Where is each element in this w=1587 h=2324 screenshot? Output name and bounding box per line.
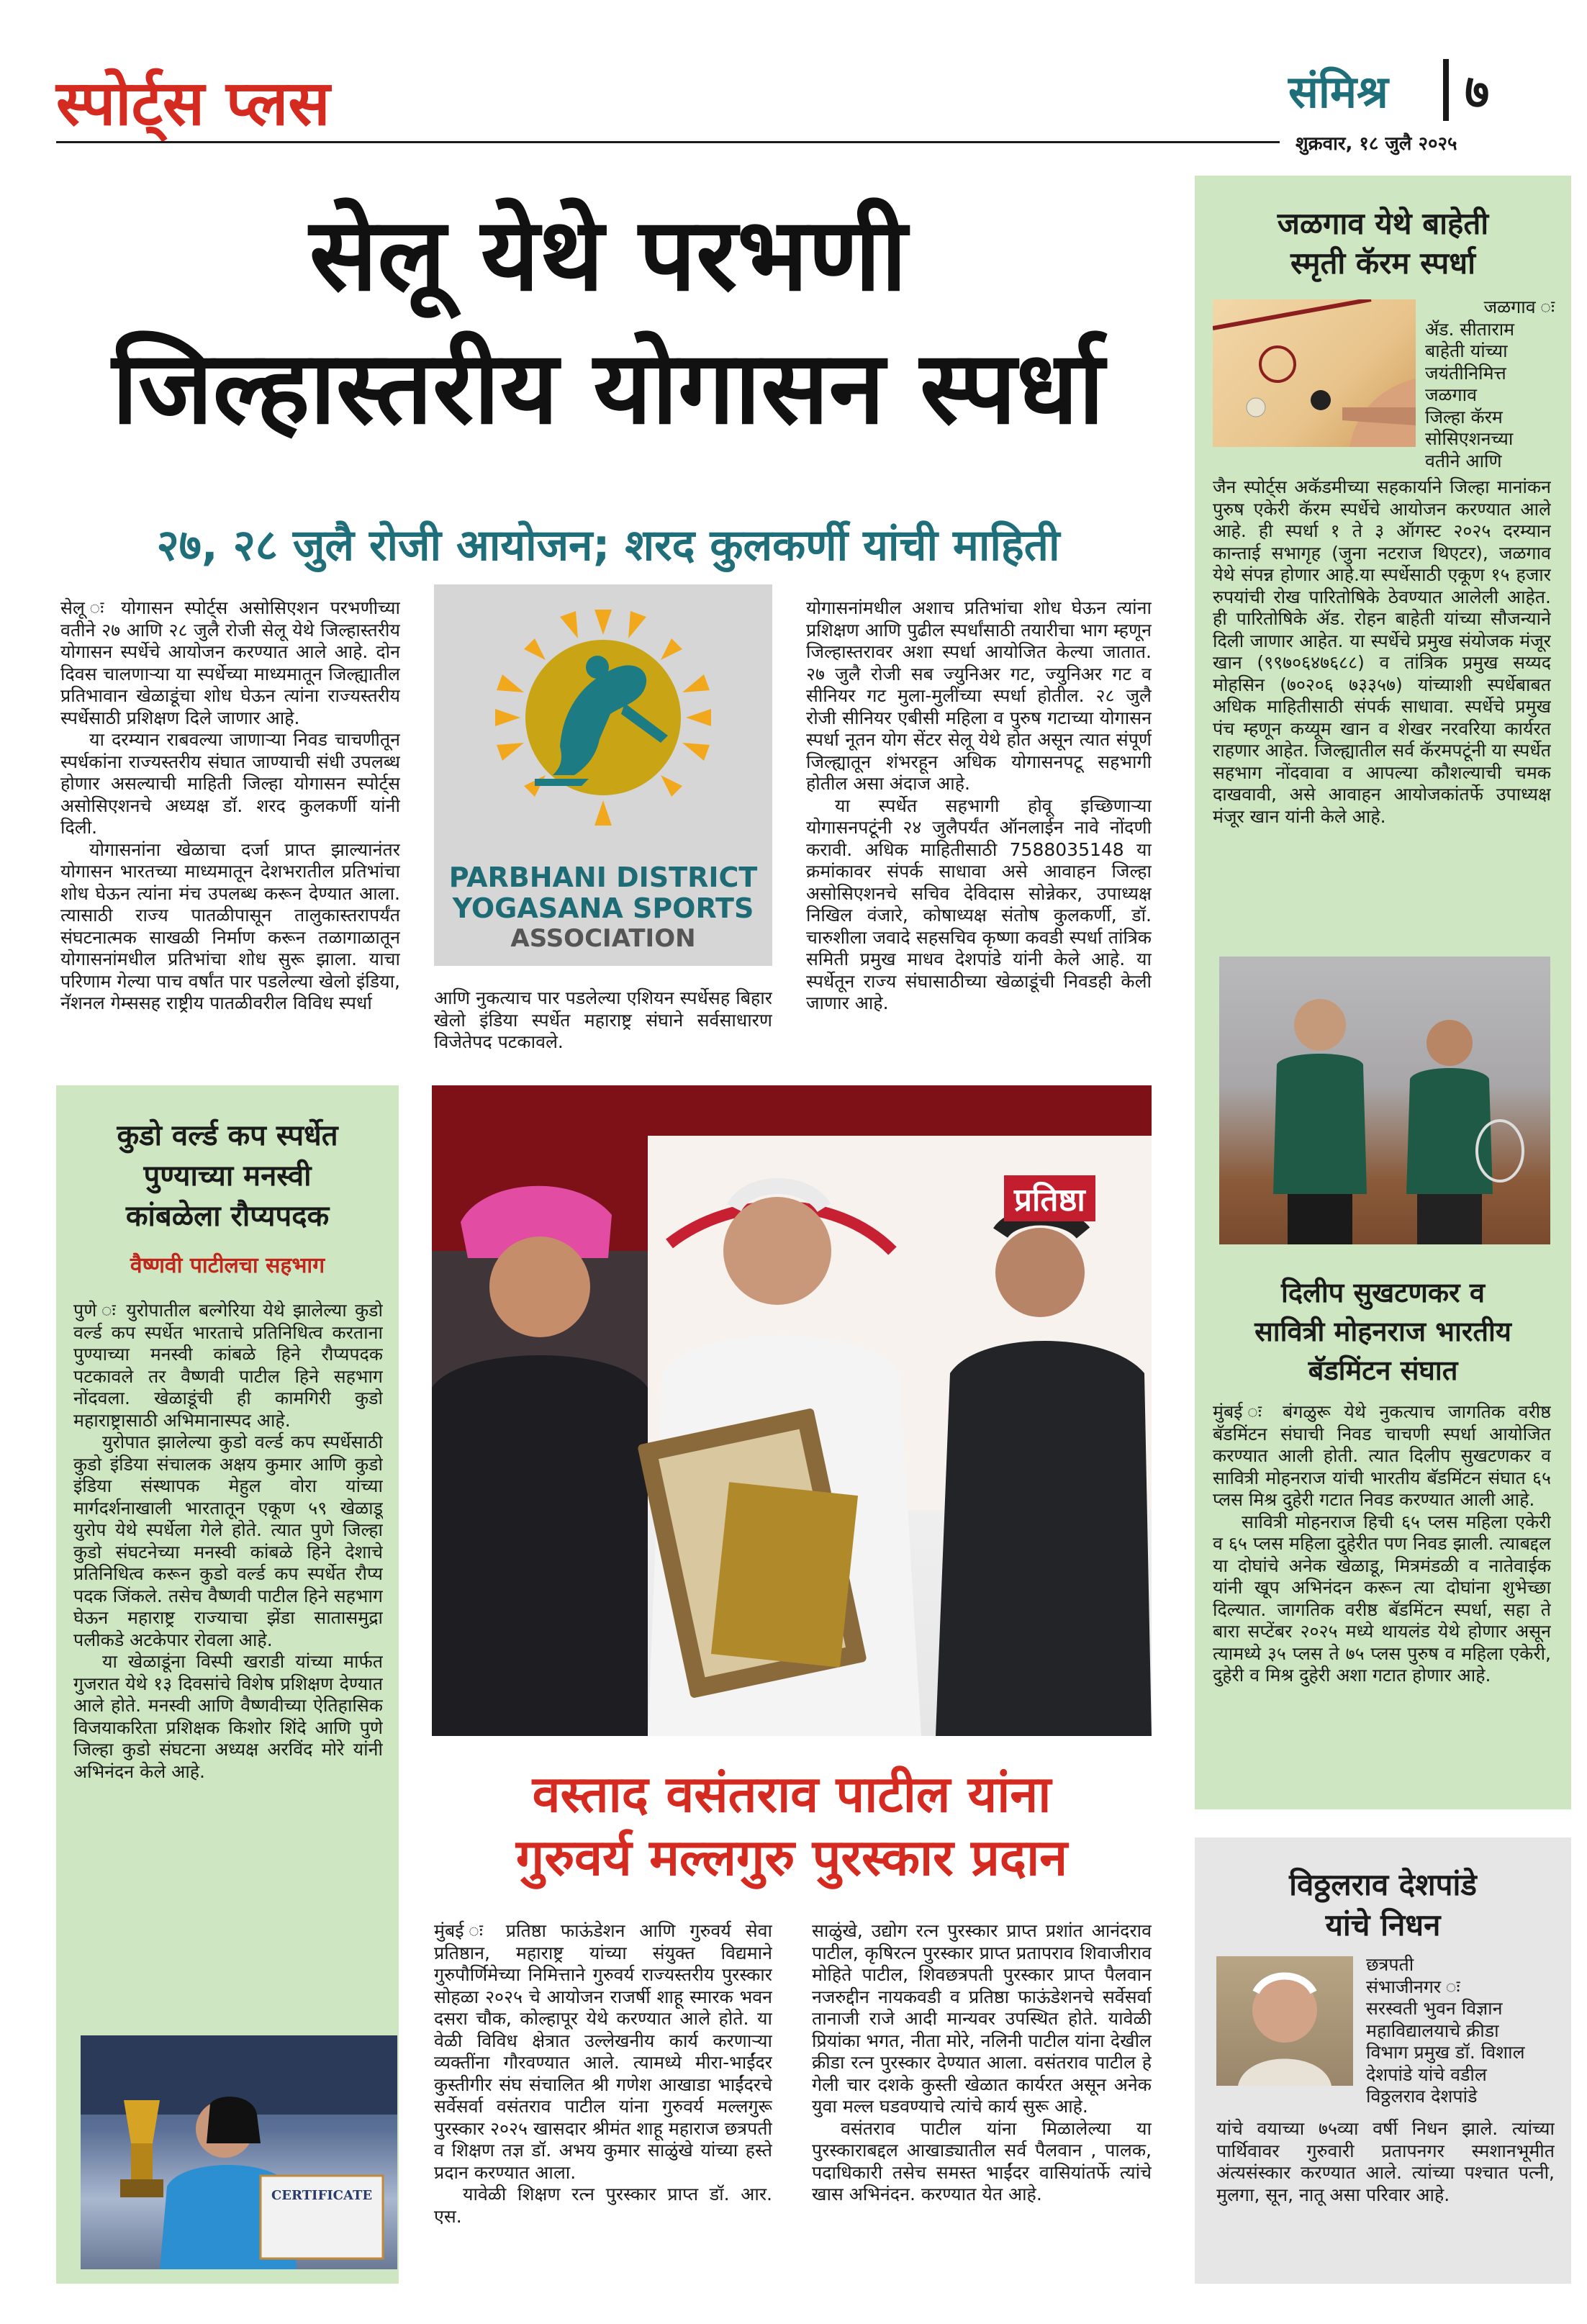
award-paragraph: यावेळी शिक्षण रत्न पुरस्कार प्राप्त डॉ. आर. एस. [434,2184,772,2227]
page-number: ७ [1465,64,1490,119]
kudo-headline-line3: कांबळेला रौप्यपदक [125,1200,330,1233]
award-column-1 [434,1920,772,2280]
award-paragraph: मुंबई ः प्रतिष्ठा फाऊंडेशन आणि गुरुवर्य सेवा प्रतिष्ठान, महाराष्ट्र यांच्या संयुक्त विद्यमाने गुरुपौर्णिमेच्या निमित्ताने गुरुवर्य राज्यस्तरीय पुरस्कार सोहळा २०२५ चे आयोजन राजर्षी शाहू स्मारक भवन दसरा चौक, कोल्हापूर येथे करण्यात आले होते. या वेळी विविध क्षेत्रात उल्लेखनीय कार्य करणाऱ्या व्यक्तींना गौरवण्यात आले. त्यामध्ये मीरा-भाईंदर कुस्तीगीर संघ संचालित श्री गणेश आखाडा भाईंदरचे सर्वेसर्वा वसंतराव पाटील यांना गुरुवर्य मल्लगुरू पुरस्कार २०२५ खासदार श्रीमंत शाहू महाराज छत्रपती व शिक्षण तज्ञ डॉ. अभय कुमार साळुंखे यांच्या हस्ते प्रदान करण्यात आला. [434,1920,772,2183]
obituary-headline-line1: विठ्ठलराव देशपांडे [1289,1867,1477,1902]
obituary-intro-line: विठ्ठलराव देशपांडे [1366,2086,1478,2107]
badminton-photo [1219,957,1550,1244]
award-paragraph: वसंतराव पाटील यांना मिळालेल्या या पुरस्काराबद्दल आखाड्यातील सर्व पैलवान , पालक, पदाधिकारी तसेच समस्त भाईंदर वासियांतर्फे त्यांचे खास अभिनंदन. करण्यात येत आहे. [812,2117,1152,2205]
kudo-paragraph: युरोपात झालेल्या कुडो वर्ल्ड कप स्पर्धेसाठी कुडो इंडिया संचालक अक्षय कुमार आणि कुडो इंडिया संस्थापक मेहुल वोरा यांच्या मार्गदर्शनाखाली भारतातून एकूण ५९ खेळाडू युरोप येथे स्पर्धेला गेले होते. त्यात पुणे जिल्हा कुडो संघटनेच्या मनस्वी कांबळे हिने देशाचे प्रतिनिधित्व करून कुडो वर्ल्ड कप स्पर्धेत रौप्य पदक जिंकले. तसेच वैष्णवी पाटील हिने सहभाग घेऊन महाराष्ट्र राज्याचा झेंडा सातासमुद्रा पलीकडे अटकेपार रोवला आहे. [73,1432,383,1650]
jalgaon-headline-line1: जळगाव येथे बाहेती [1277,206,1489,241]
lead-column-1 [60,597,400,1067]
badminton-paragraph: मुंबई ः बंगळुरू येथे नुकत्याच जागतिक वरीष्ठ बॅडमिंटन संघाची निवड चाचणी स्पर्धा आयोजित करण्यात आली होती. त्यात दिलीप सुखटणकर व सावित्री मोहनराज यांची भारतीय बॅडमिंटन संघात ६५ प्लस मिश्र दुहेरी गटात निवड करण्यात आली आहे. [1213,1401,1551,1510]
carrom-photo [1213,299,1416,447]
badminton-box [1195,957,1571,1809]
lead-subheadline: २७, २८ जुलै रोजी आयोजन; शरद कुलकर्णी यांची माहिती [156,520,1060,571]
obituary-intro-line: महाविद्यालयाचे क्रीडा [1366,2020,1499,2041]
jalgaon-intro-line: जिल्हा कॅरम [1425,406,1503,428]
kudo-headline-line1: कुडो वर्ल्ड कप स्पर्धेत [117,1119,338,1152]
kudo-paragraph: या खेळाडूंना विस्पी खराडी यांच्या मार्फत गुजरात येथे १३ दिवसांचे विशेष प्रशिक्षण देण्यात आले होते. मनस्वी आणि वैष्णवीच्या ऐतिहासिक विजयाकरिता प्रशिक्षक किशोर शिंदे आणि पुणे जिल्हा कुडो संघटना अध्यक्ष अरविंद मोरे यांनी अभिनंदन केले आहे. [73,1651,383,1782]
lead-paragraph: योगासनांना खेळाचा दर्जा प्राप्त झाल्यानंतर योगासन भारतच्या माध्यमातून देशभरातील प्रतिभांचा शोध घेऊन त्यांना मंच उपलब्ध करून देण्यात आला. त्यासाठी राज्य पातळीपासून तालुकास्तरापर्यंत संघटनात्मक साखळी निर्माण करून तळागाळातून योगासनांमधील प्रतिभांचा शोध सुरू झाला. याचा परिणाम गेल्या पाच वर्षांत पार पडलेल्या खेलो इंडिया, नॅशनल गेम्ससह राष्ट्रीय पातळीवरील विविध स्पर्धा [60,838,400,1013]
jalgaon-headline-line2: स्मृती कॅरम स्पर्धा [1290,245,1475,281]
jalgaon-intro-line: वतीने आणि [1425,450,1502,471]
jalgaon-box [1195,176,1571,957]
lead-paragraph: सेलू ः योगासन स्पोर्ट्स असोसिएशन परभणीच्या वतीने २७ आणि २८ जुलै रोजी सेलू येथे जिल्हास्तरीय योगासन स्पर्धेचे आयोजन करण्यात आले आहे. दोन दिवस चालणाऱ्या या स्पर्धेच्या माध्यमातून जिल्ह्यातील प्रतिभावान खेळाडूंचा शोध घेऊन त्यांना राज्यस्तरीय स्पर्धेसाठी प्रशिक्षण दिले जाणार आहे. [60,597,400,728]
jalgaon-intro-line: सोसिएशनच्या [1425,428,1514,449]
header-rule [56,141,1280,143]
kudo-subhead: वैष्णवी पाटीलचा सहभाग [130,1253,325,1278]
lead-headline-line1: सेलू येथे परभणी [309,196,908,314]
badminton-headline-line1: दिलीप सुखटणकर व [1281,1277,1485,1308]
logo-text-line3: ASSOCIATION [510,924,696,953]
jalgaon-intro-line: जळगाव [1425,384,1478,405]
obituary-intro-line: देशपांडे यांचे वडील [1366,2063,1487,2085]
kudo-box [56,1085,399,2284]
obituary-intro-line: संभाजीनगर ः [1366,1976,1460,1997]
jalgaon-intro-line: जळगाव ः [1483,297,1555,317]
obituary-intro-line: विभाग प्रमुख डॉ. विशाल [1366,2042,1525,2063]
kudo-body [73,1300,383,2020]
yoga-pose-sun-icon [434,584,772,844]
award-headline-line2: गुरुवर्य मल्लगुरु पुरस्कार प्रदान [515,1828,1068,1887]
jalgaon-intro-line: जयंतीनिमित्त [1425,362,1506,384]
players-photo-icon [1219,957,1550,1244]
yogasana-logo [434,584,772,966]
badminton-headline-line3: बॅडमिंटन संघात [1308,1355,1458,1386]
obituary-body [1216,2118,1555,2273]
obituary-intro-line: सरस्वती भुवन विज्ञान [1366,1998,1503,2019]
section-name: संमिश्र [1288,65,1388,118]
award-banner-text: प्रतिष्ठा [1004,1175,1095,1221]
lead-paragraph: या दरम्यान राबवल्या जाणाऱ्या निवड चाचणीतून स्पर्धकांना राज्यस्तरीय संघात जाण्याची संधी उपलब्ध होणार असल्याची माहिती जिल्हा योगासन स्पोर्ट्स असोसिएशनचे अध्यक्ष डॉ. शरद कुलकर्णी यांनी दिली. [60,729,400,838]
award-headline-line1: वस्ताद वसंतराव पाटील यांना [532,1765,1052,1824]
kudo-paragraph: पुणे ः युरोपातील बल्गेरिया येथे झालेल्या कुडो वर्ल्ड कप स्पर्धेत भारताचे प्रतिनिधित्व करताना पुण्याच्या मनस्वी कांबळे हिने रौप्यपदक पटकावले तर वैष्णवी पाटील हिने सहभाग नोंदवला. खेळाडूंची ही कामगिरी कुडो महाराष्ट्रासाठी अभिमानास्पद आहे. [73,1300,383,1431]
obituary-box [1195,1837,1571,2284]
kudo-photo [81,2035,397,2269]
jalgaon-paragraph: जैन स्पोर्ट्स अकॅडमीच्या सहकार्याने जिल्हा मानांकन पुरुष एकेरी कॅरम स्पर्धेचे आयोजन करण्यात आले आहे. ही स्पर्धा १ ते ३ ऑगस्ट २०२५ दरम्यान कान्ताई सभागृह (जुना नटराज थिएटर), जळगाव येथे संपन्न होणार आहे.या स्पर्धेसाठी एकूण १५ हजार रुपयांची रोख पारितोषिके ठेवण्यात आलेली आहेत. ही पारितोषिके ॲड. रोहन बाहेती यांच्या सौजन्याने दिली जाणार आहेत. या स्पर्धेचे प्रमुख संयोजक मंजूर खान (९९७०६४७६८८) व तांत्रिक प्रमुख सय्यद मोहसिन (७०२०६ ७३३५७) यांच्याशी स्पर्धेबाबत अधिक माहितीसाठी संपर्क साधावा. स्पर्धेचे प्रमुख पंच म्हणून कय्यूम खान व शेखर नरवरिया कार्यरत राहणार आहेत. जिल्ह्यातील सर्व कॅरमपटूंनी या स्पर्धेत सहभाग नोंदवावा व आपल्या कौशल्याची चमक दाखवावी, असे आवाहन आयोजकांतर्फे उपाध्यक्ष मंजूर खान यांनी केले आहे. [1213,476,1551,827]
jalgaon-intro [1425,297,1555,472]
section-divider [1443,59,1449,121]
certificate-label: CERTIFICATE [271,2188,373,2203]
lead-paragraph: आणि नुकत्याच पार पडलेल्या एशियन स्पर्धेसह बिहार खेलो इंडिया स्पर्धेत महाराष्ट्र संघाने सर्वसाधारण विजेतेपद पटकावले. [434,987,772,1052]
obituary-headline-line2: यांचे निधन [1325,1907,1441,1943]
award-photo [432,1085,1152,1736]
jalgaon-intro-line: ॲड. सीताराम [1425,318,1515,340]
carrom-board-icon [1213,299,1416,447]
lead-headline-line2: जिल्हास्तरीय योगासन स्पर्धा [112,330,1105,447]
obituary-intro-line: छत्रपती [1366,1954,1414,1975]
obituary-portrait [1216,1956,1353,2086]
issue-date: शुक्रवार, १८ जुलै २०२५ [1296,133,1457,155]
portrait-photo-icon [1216,1956,1353,2086]
award-paragraph: साळुंखे, उद्योग रत्न पुरस्कार प्राप्त प्रशांत आनंदराव पाटील, कृषिरत्न पुरस्कार प्राप्त प्रतापराव शिवाजीराव मोहिते पाटील, शिवछत्रपती पुरस्कार प्राप्त पैलवान नजरुद्दीन नायकवडी व प्रतिष्ठा फाऊंडेशनचे सर्वेसर्वा तानाजी राजे आदी मान्यवर उपस्थित होते. यावेळी प्रियांका भगत, नीता मोरे, नलिनी पाटील यांना देखील क्रीडा रत्न पुरस्कार देण्यात आला. वसंतराव पाटील हे गेली चार दशके कुस्ती खेळात कार्यरत असून अनेक युवा मल्ल घडवण्याचे त्यांचे कार्य सुरू आहे. [812,1920,1152,2117]
badminton-paragraph: सावित्री मोहनराज हिची ६५ प्लस महिला एकेरी व ६५ प्लस महिला दुहेरीत पण निवड झाली. त्याबद्दल या दोघांचे अनेक खेळाडू, मित्रमंडळी व नातेवाईक यांनी खूप अभिनंदन करून त्या दोघांना शुभेच्छा दिल्यात. जागतिक वरीष्ठ बॅडमिंटन स्पर्धा, सहा ते बारा सप्टेंबर २०२५ मध्ये थायलंड येथे होणार असून त्यामध्ये ३५ प्लस ते ७५ प्लस पुरुष व महिला एकेरी, दुहेरी व मिश्र दुहेरी अशा गटात होणार आहे. [1213,1511,1551,1686]
obituary-paragraph: यांचे वयाच्या ७५व्या वर्षी निधन झाले. त्यांच्या पार्थिवावर गुरुवारी प्रतापनगर स्मशानभूमीत अंत्यसंस्कार करण्यात आले. त्यांच्या पश्चात पत्नी, मुलगा, सून, नातू असा परिवार आहे. [1216,2118,1555,2205]
lead-column-2-tail [434,987,772,1067]
jalgaon-intro-line: बाहेती यांच्या [1425,340,1508,361]
lead-paragraph: योगासनांमधील अशाच प्रतिभांचा शोध घेऊन त्यांना प्रशिक्षण आणि पुढील स्पर्धांसाठी तयारीचा भाग म्हणून जिल्हास्तरावर अशा स्पर्धा आयोजित केल्या जातात. २७ जुलै रोजी सब ज्युनिअर गट, ज्युनिअर गट व सीनियर गट मुला-मुलींच्या स्पर्धा होतील. २८ जुलै रोजी सीनियर एबीसी महिला व पुरुष गटाच्या योगासन स्पर्धा नूतन योग सेंटर सेलू येथे होत असून त्यात संपूर्ण जिल्ह्यातून शंभरहून अधिक योगासनपटू सहभागी होतील असा अंदाज आहे. [806,597,1152,794]
logo-text-line2: YOGASANA SPORTS [452,892,754,924]
medal-winner-photo-icon [81,2035,397,2269]
badminton-headline-line2: सावित्री मोहनराज भारतीय [1254,1316,1511,1347]
lead-paragraph: या स्पर्धेत सहभागी होवू इच्छिणाऱ्या योगासनपटूंनी २४ जुलैपर्यंत ऑनलाईन नावे नोंदणी करावी. अधिक माहितीसाठी 7588035148 या क्रमांकावर संपर्क साधावा असे आवाहन जिल्हा असोसिएशनचे सचिव देविदास सोन्नेकर, उपाध्यक्ष निखिल वंजारे, कोषाध्यक्ष संतोष कुलकर्णी, डॉ. चारुशीला जवादे सहसचिव कृष्णा कवडी स्पर्धा तांत्रिक समिती प्रमुख माधव देशपांडे यांनी केले आहे. या स्पर्धेतून राज्य संघासाठीच्या खेळाडूंची निवडही केली जाणार आहे. [806,795,1152,1013]
lead-column-3 [806,597,1152,1067]
logo-text-line1: PARBHANI DISTRICT [448,862,758,893]
masthead-title: स्पोर्ट्स प्लस [56,67,330,140]
kudo-headline-line2: पुण्याच्या मनस्वी [143,1159,312,1193]
obituary-intro [1366,1954,1555,2108]
badminton-body [1213,1401,1551,1801]
award-column-2 [812,1920,1152,2280]
jalgaon-body [1213,476,1551,944]
